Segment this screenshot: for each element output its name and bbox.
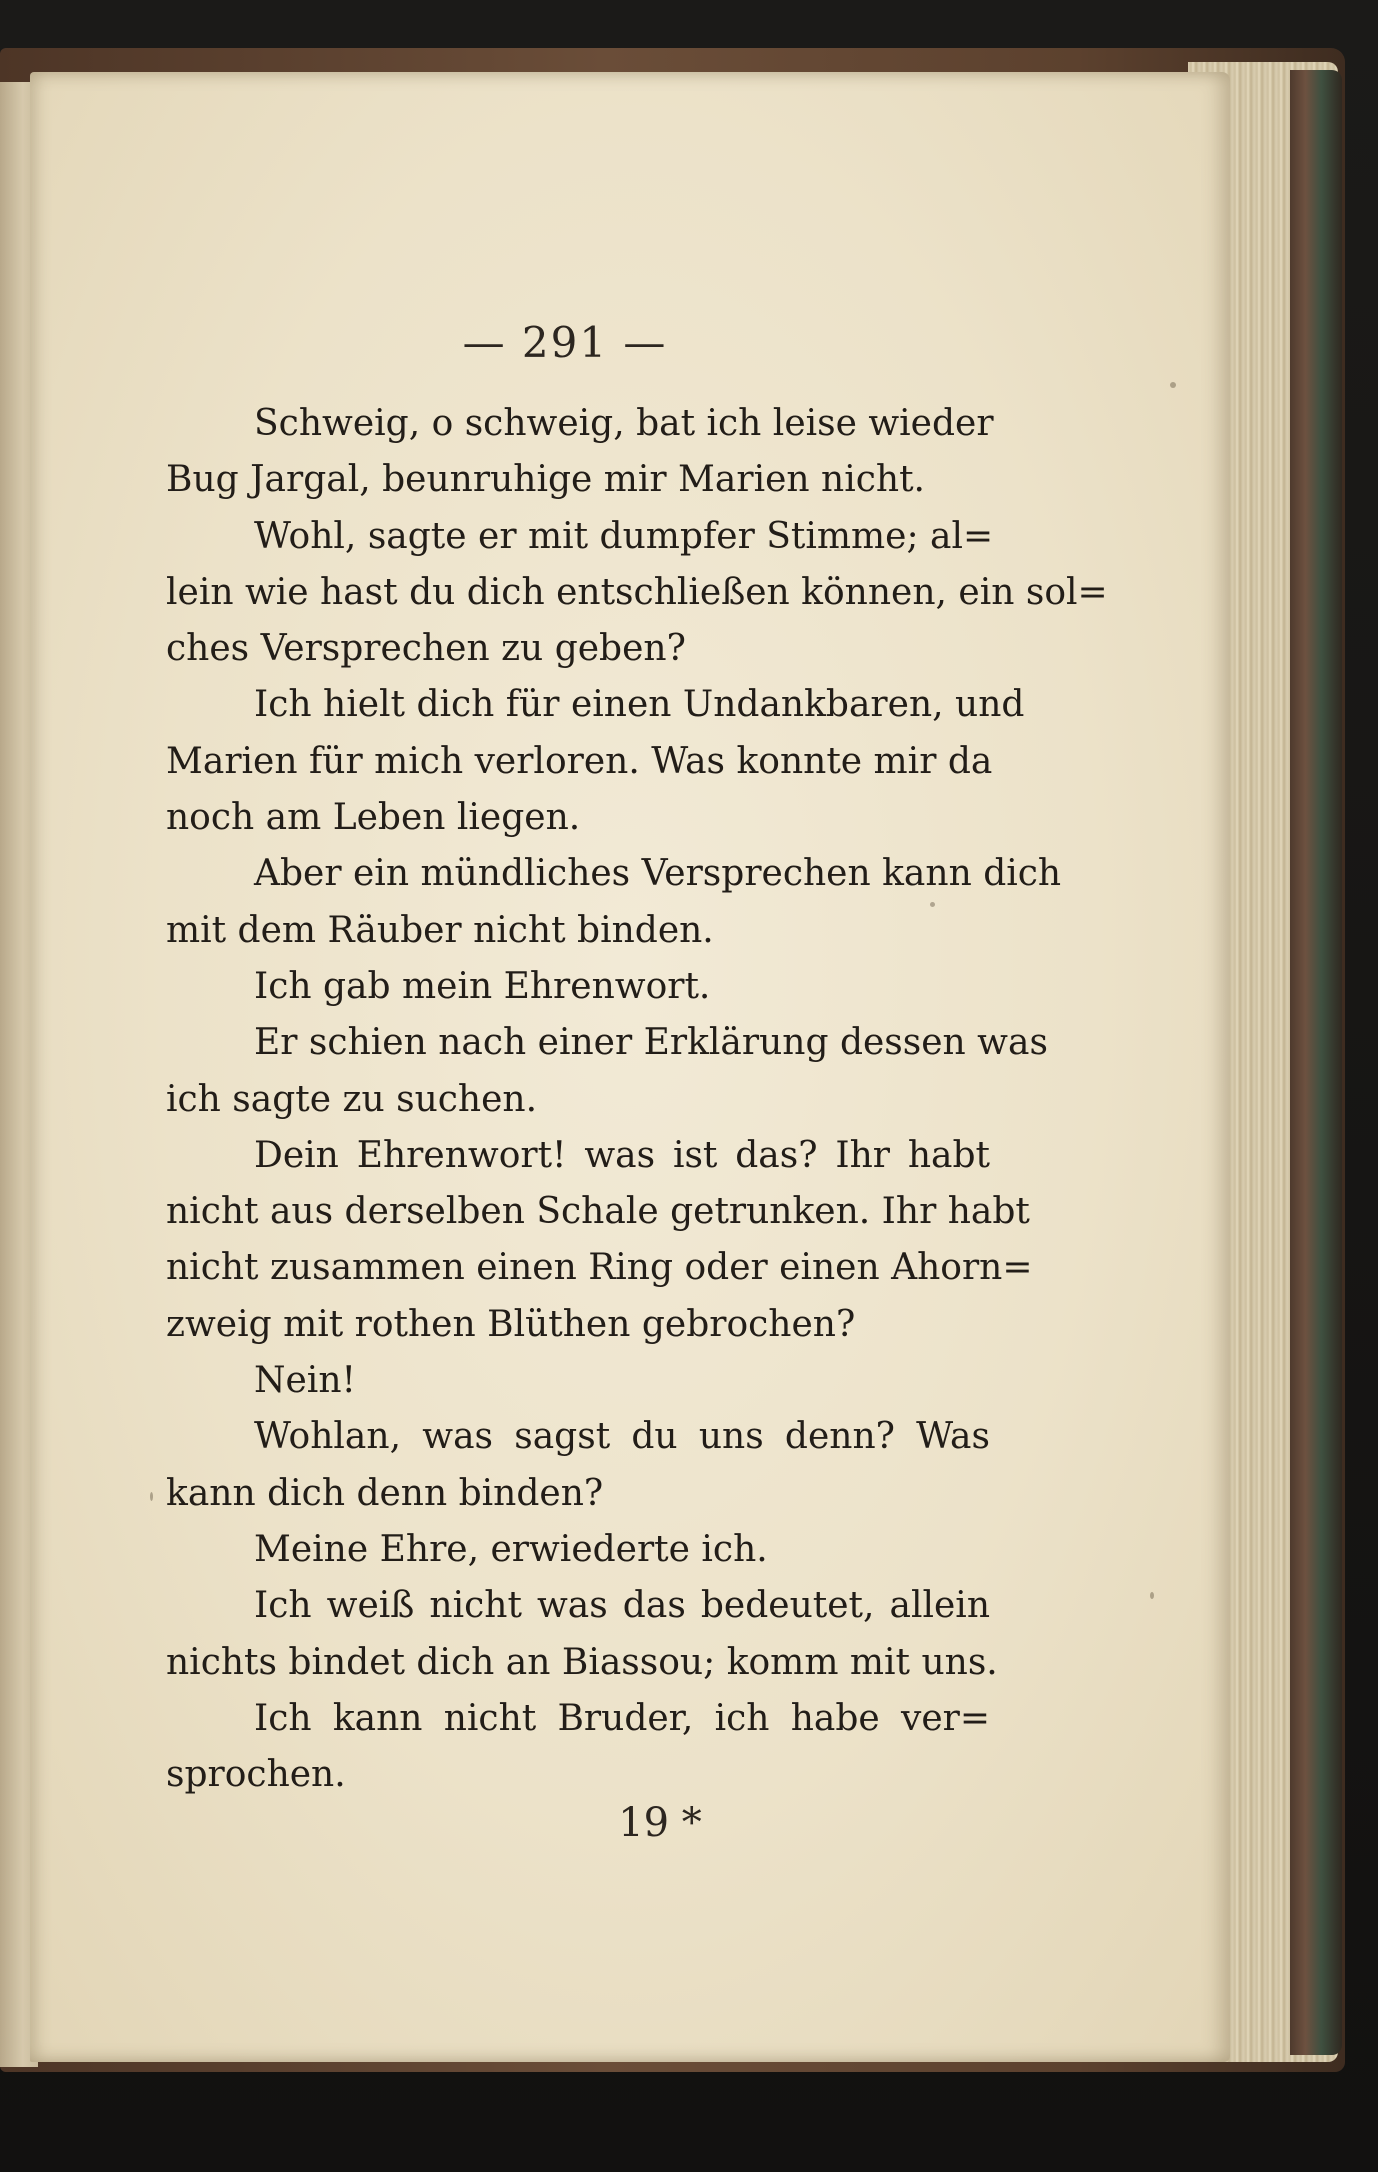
paper-speck bbox=[150, 1492, 153, 1501]
text-line: nicht zusammen einen Ring oder einen Ahorn= bbox=[166, 1247, 1033, 1289]
text-line: Dein Ehrenwort! was ist das? Ihr habt bbox=[254, 1134, 990, 1176]
paper-speck bbox=[1150, 1592, 1154, 1599]
text-line: mit dem Räuber nicht binden. bbox=[166, 909, 714, 951]
text-line: zweig mit rothen Blüthen gebrochen? bbox=[166, 1303, 856, 1345]
text-line: Meine Ehre, erwiederte ich. bbox=[254, 1528, 768, 1570]
text-line: lein wie hast du dich entschließen können, ein sol= bbox=[166, 571, 1108, 613]
text-line: Ich hielt dich für einen Undankbaren, und bbox=[254, 684, 1025, 726]
text-line: nichts bindet dich an Biassou; komm mit uns. bbox=[166, 1641, 998, 1683]
page-text bbox=[166, 396, 1108, 1803]
text-line: Ich kann nicht Bruder, ich habe ver= bbox=[254, 1697, 990, 1739]
text-line: Schweig, o schweig, bat ich leise wieder bbox=[254, 403, 994, 444]
text-line: kann dich denn binden? bbox=[166, 1472, 604, 1514]
cover-edge bbox=[1290, 70, 1342, 2055]
signature-mark: 19 * bbox=[618, 1800, 702, 1846]
page-number-header: — 291 — bbox=[462, 318, 668, 367]
text-line: nicht aus derselben Schale getrunken. Ihr habt bbox=[166, 1191, 1030, 1233]
text-line: Nein! bbox=[254, 1360, 356, 1402]
text-line: sprochen. bbox=[166, 1754, 346, 1796]
text-line: Ich weiß nicht was das bedeutet, allein bbox=[254, 1585, 990, 1627]
text-line: Wohl, sagte er mit dumpfer Stimme; al= bbox=[254, 515, 994, 557]
text-line: ich sagte zu suchen. bbox=[166, 1078, 538, 1120]
text-line: Wohlan, was sagst du uns denn? Was bbox=[254, 1416, 990, 1458]
text-line: Marien für mich verloren. Was konnte mir da bbox=[166, 740, 993, 782]
paper-speck bbox=[1170, 382, 1176, 388]
text-line: Bug Jargal, beunruhige mir Marien nicht. bbox=[166, 459, 925, 501]
text-line: Er schien nach einer Erklärung dessen was bbox=[254, 1022, 1048, 1064]
text-line: noch am Leben liegen. bbox=[166, 797, 581, 839]
text-line: Aber ein mündliches Versprechen kann dich bbox=[254, 853, 1062, 895]
text-line: ches Versprechen zu geben? bbox=[166, 628, 686, 670]
text-line: Ich gab mein Ehrenwort. bbox=[254, 965, 711, 1007]
